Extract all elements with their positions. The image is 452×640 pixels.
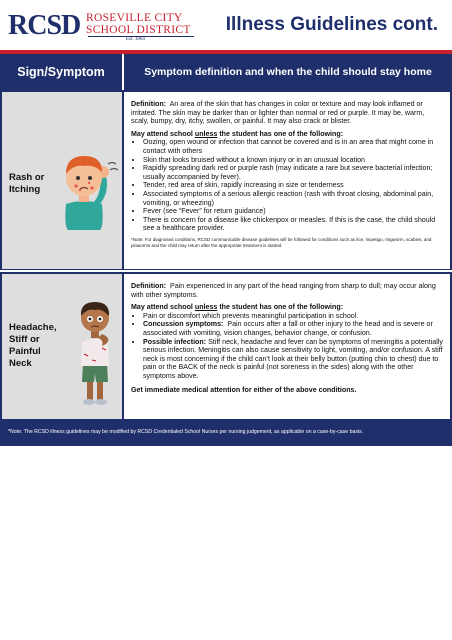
- table-row-rash: [0, 90, 452, 270]
- list-item: [143, 320, 443, 337]
- child-holding-neck-illustration: [72, 298, 118, 410]
- attend-pre: May attend school: [131, 303, 195, 312]
- bullet-label: Possible infection:: [143, 337, 207, 346]
- logo-established: Est. 1864: [126, 37, 145, 42]
- bullet-label: Concussion symptoms:: [143, 320, 224, 329]
- rcsd-logo: [8, 9, 190, 43]
- bullet-text: Stiff neck, headache and fever can be symptoms of meningitis a potentially serious infection. Meningitis can also cause sensitivity to light, vomiting, and/or confusion. A stiff neck is most concerning if the child can’t look at their belly button (putting chin to chest) due to pain or the BACK of the neck is painful (not soreness in the sides) along with the other symptoms above.: [143, 337, 443, 380]
- attend-post: the student has one of the following:: [217, 129, 344, 138]
- page-title: Illness Guidelines cont.: [225, 14, 438, 35]
- logo-district-name: [86, 12, 191, 36]
- sign-cell-headache: [2, 274, 122, 419]
- list-item: • Fever (see “Fever” for return guidance): [143, 207, 443, 216]
- list-item: • There is concern for a disease like chickenpox or measles. If this is the case, the child should see a healthcare provider.: [143, 216, 443, 233]
- sign-line: Stiff or: [9, 334, 40, 345]
- definition-paragraph: [131, 282, 443, 299]
- definition-content-headache: [131, 282, 443, 394]
- definition-text: Pain experienced in any part of the head ranging from sharp to dull; may occur along with other symptoms.: [131, 282, 436, 299]
- definition-label: Definition:: [131, 100, 167, 108]
- definition-cell-rash: [124, 92, 450, 269]
- bullet-text: Pain occurs after a fall or other injury to the head and is severe or associated with vomiting, vision changes, behavior change, or confusion.: [143, 320, 433, 337]
- definition-text: An area of the skin that has changes in color or texture and may look inflamed or irritated. The skin may be darker than or lighter than normal or red or purple. It may be, warm, scaly, bumpy, dry, itchy, swollen, or painful. It may also crack or blister.: [131, 100, 425, 126]
- definition-content-rash: [131, 100, 443, 253]
- sign-line: Headache,: [9, 322, 57, 333]
- rash-footnote: *Note: For diagnosed conditions, RCSD communicable disease guidelines will be followed for conditions such as lice, impetigo, ringworm, scabies, and pinworms and the child may return after the appropriate treatment is started: [131, 236, 432, 248]
- table-header: [0, 54, 452, 90]
- closing-statement: Get immediate medical attention for either of the above conditions.: [131, 385, 357, 394]
- exclusion-list-headache: [131, 312, 443, 381]
- attend-unless: unless: [194, 303, 218, 312]
- list-item: • Pain or discomfort which prevents meaningful participation in school.: [143, 312, 443, 321]
- table-row-headache: [0, 272, 452, 420]
- exclusion-list-rash: [131, 138, 443, 233]
- sign-line: Neck: [9, 358, 32, 369]
- definition-paragraph: [131, 100, 443, 126]
- col-header-definition: Symptom definition and when the child should stay home: [144, 66, 432, 78]
- col-header-sign: Sign/Symptom: [17, 65, 105, 79]
- attend-condition: [131, 303, 443, 312]
- sign-label-headache: [9, 322, 57, 370]
- sign-line: Itching: [9, 184, 41, 195]
- child-scratching-head-illustration: [54, 142, 120, 232]
- list-item: • Associated symptoms of a serious allergic reaction (rash with throat closing, abdominal pain, vomiting, or wheezing): [143, 190, 443, 207]
- logo-line2: SCHOOL DISTRICT: [86, 24, 191, 36]
- attend-unless: unless: [194, 129, 218, 138]
- page-header: [0, 0, 452, 52]
- attend-condition: [131, 130, 443, 139]
- logo-rcsd-letters: RCSD: [8, 10, 81, 41]
- list-item: • Skin that looks bruised without a known injury or in an unusual location: [143, 156, 443, 165]
- definition-cell-headache: [124, 274, 450, 419]
- sign-line: Painful: [9, 346, 41, 357]
- footer-note: *Note: The RCSD illness guidelines may be modified by RCSD Credentialed School Nurses per nursing judgement, as applicable on a case-by-case basis.: [8, 429, 364, 435]
- attend-pre: May attend school: [131, 129, 195, 138]
- list-item: [143, 338, 443, 381]
- list-item: • Tender, red area of skin, rapidly increasing in size or tenderness: [143, 181, 443, 190]
- logo-line1: ROSEVILLE CITY: [86, 12, 183, 24]
- sign-cell-rash: [2, 92, 122, 269]
- definition-label: Definition:: [131, 282, 167, 290]
- list-item: • Rapidly spreading dark red or purple rash (may indicate a rare but severe bacterial infection; usually accompanied by fever).: [143, 164, 443, 181]
- sign-line: Rash or: [9, 172, 45, 183]
- logo-rcsd-text: [8, 11, 80, 41]
- attend-post: the student has one of the following:: [217, 303, 344, 312]
- list-item: • Oozing, open wound or infection that cannot be covered and is in an area that might come in contact with others: [143, 138, 443, 155]
- footer-band: [0, 420, 452, 446]
- sign-label-rash: [9, 172, 44, 196]
